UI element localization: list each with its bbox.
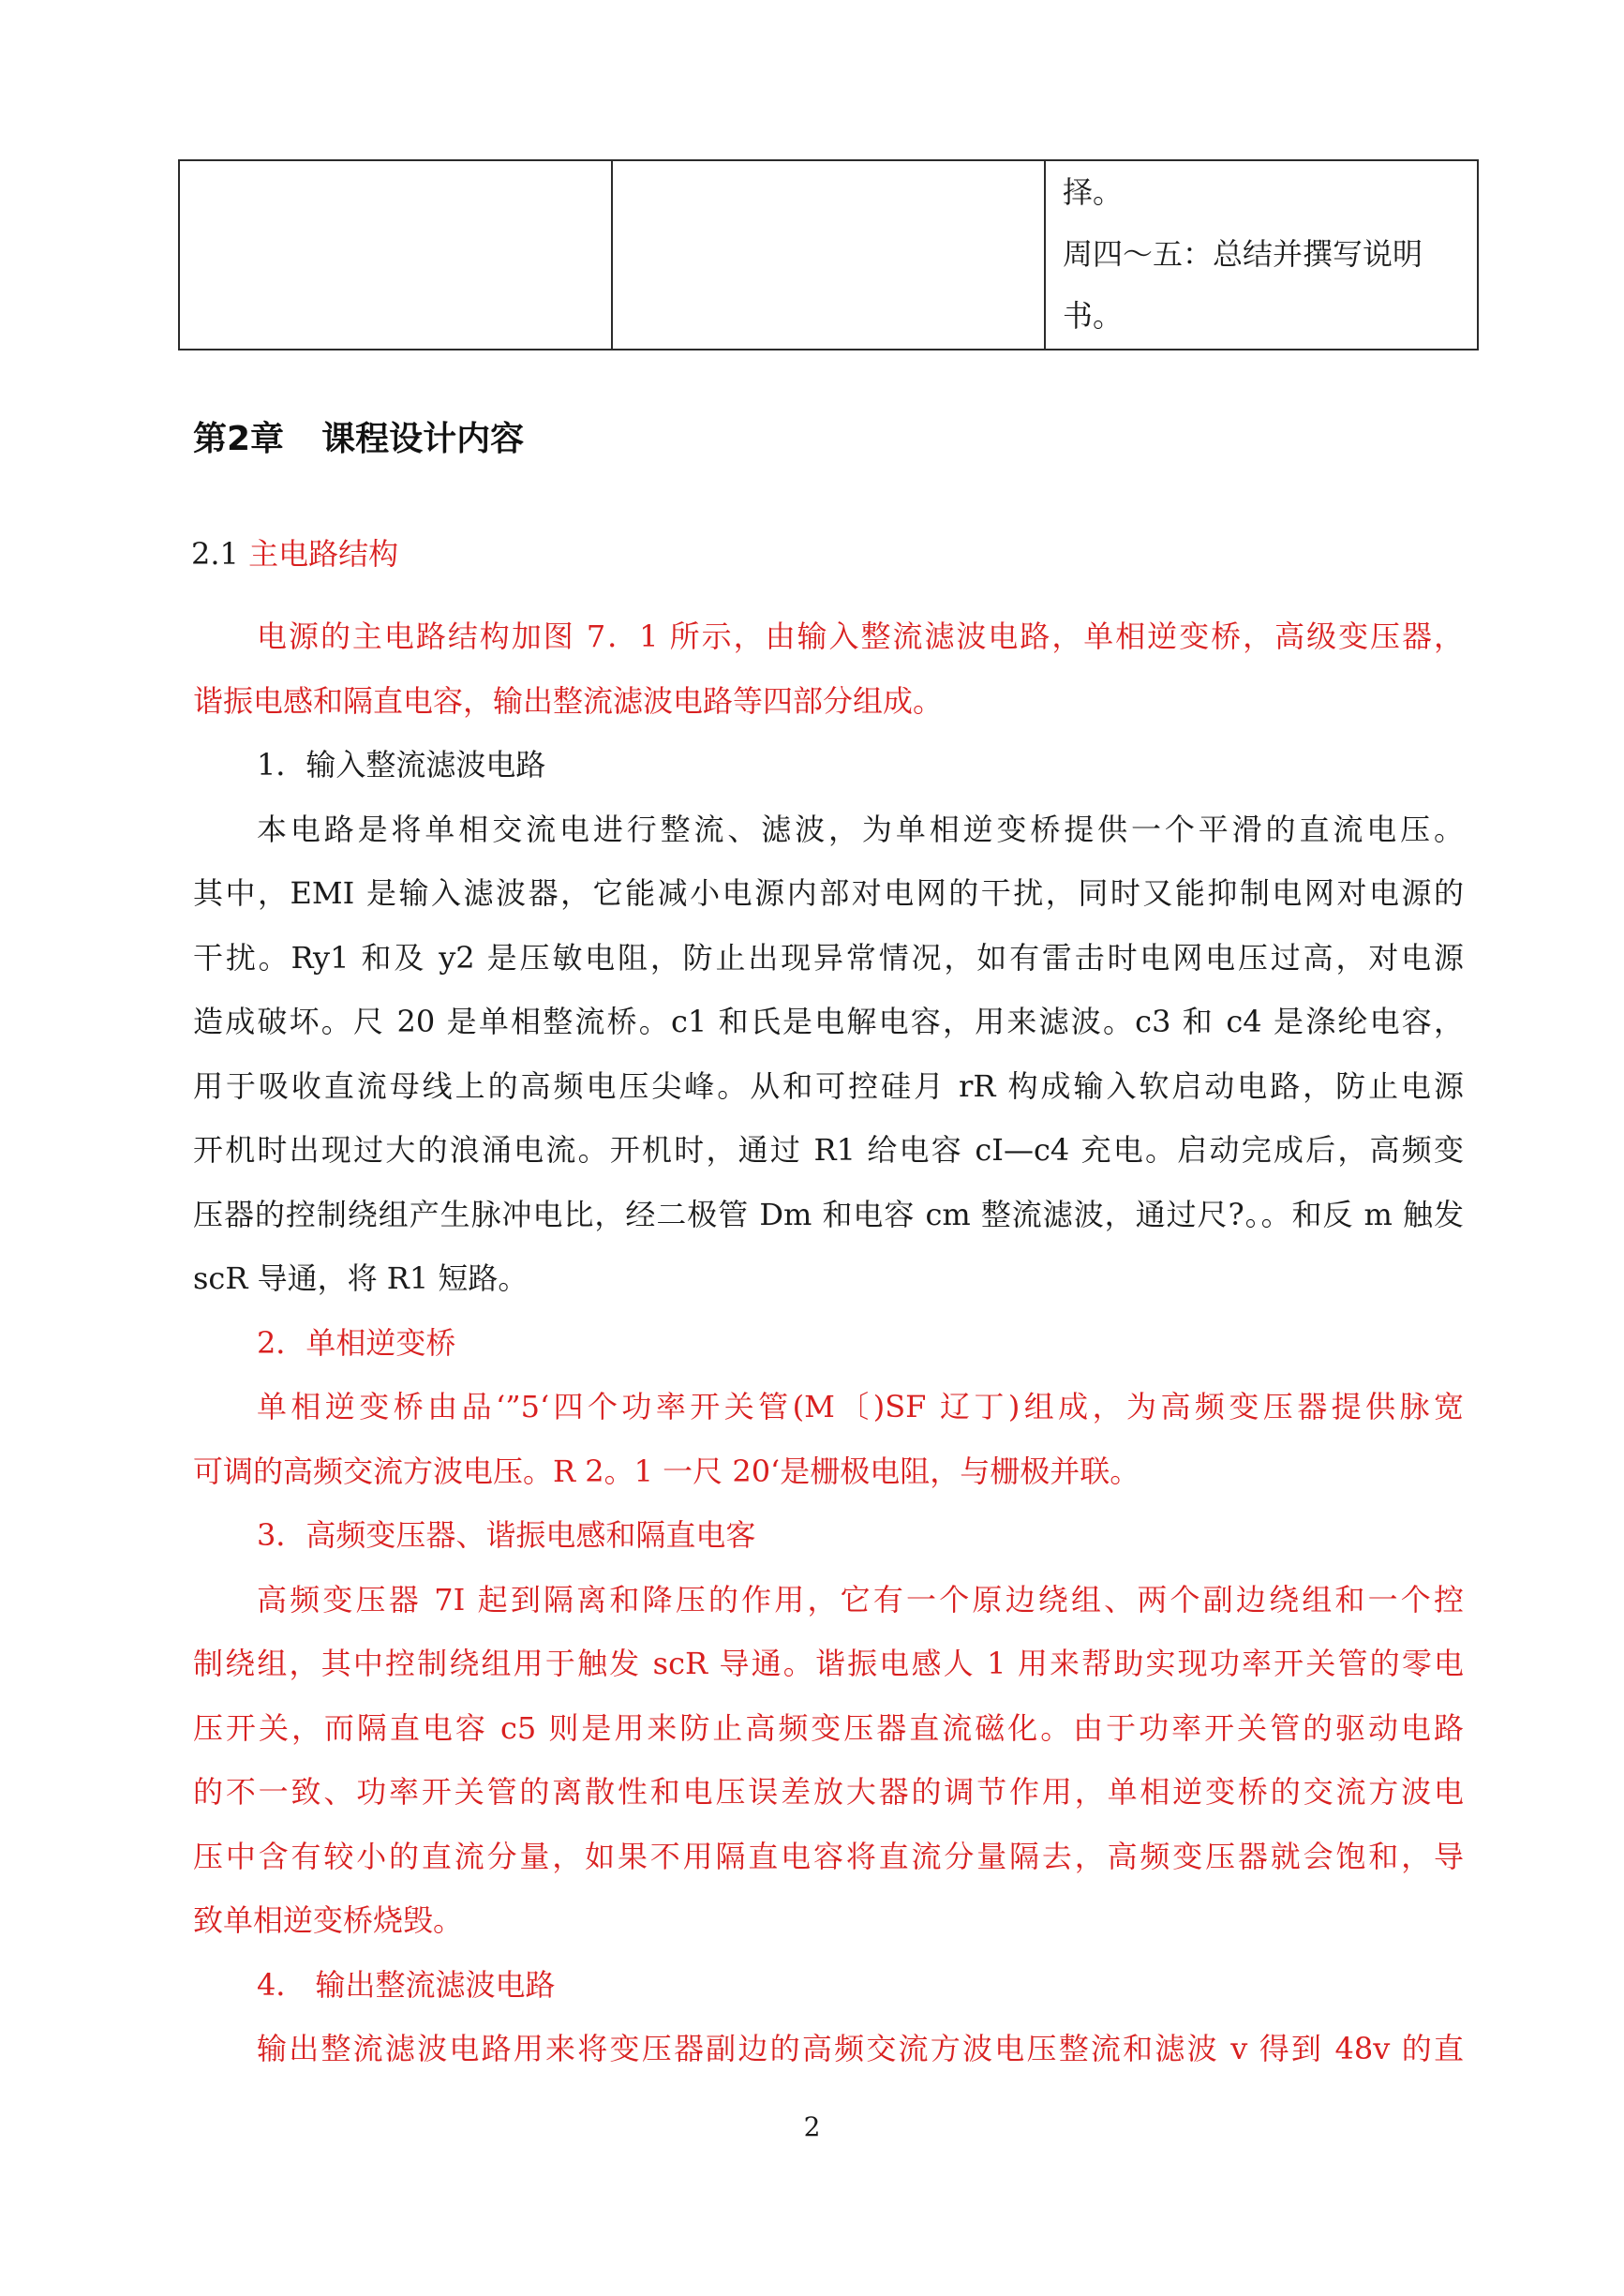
paragraph-line: 压器的控制绕组产生脉冲电比，经二极管 Dm 和电容 cm 整流滤波，通过尺?。。和反 m 触发 bbox=[193, 1196, 1464, 1232]
subheading-inverter-bridge: 2．单相逆变桥 bbox=[257, 1324, 456, 1361]
schedule-table-fragment bbox=[178, 159, 1479, 350]
section-number: 2.1 bbox=[191, 536, 239, 572]
section-title: 主电路结构 bbox=[248, 536, 399, 572]
subheading-transformer: 3．高频变压器、谐振电感和隔直电客 bbox=[257, 1517, 756, 1553]
paragraph-line: 高频变压器 7I 起到隔离和降压的作用，它有一个原边绕组、两个副边绕组和一个控 bbox=[257, 1581, 1464, 1618]
subheading-output-rectifier: 4． 输出整流滤波电路 bbox=[257, 1966, 556, 2003]
paragraph-line: 本电路是将单相交流电进行整流、滤波，为单相逆变桥提供一个平滑的直流电压。 bbox=[257, 811, 1464, 847]
paragraph-line: 用于吸收直流母线上的高频电压尖峰。从和可控硅月 rR 构成输入软启动电路，防止电源 bbox=[193, 1067, 1464, 1104]
body-text bbox=[193, 604, 1464, 2081]
paragraph-line: 造成破坏。尺 20 是单相整流桥。c1 和氏是电解电容，用来滤波。c3 和 c4 是涤纶电容， bbox=[193, 1004, 1464, 1039]
table-cell-line: 书。 bbox=[1063, 298, 1124, 334]
chapter-heading bbox=[193, 412, 524, 460]
chapter-title: 课程设计内容 bbox=[321, 420, 525, 458]
paragraph-line: scR 导通，将 R1 短路。 bbox=[193, 1260, 529, 1296]
paragraph-line: 制绕组，其中控制绕组用于触发 scR 导通。谐振电感人 1 用来帮助实现功率开关管的零电 bbox=[193, 1646, 1464, 1681]
paragraph-line: 开机时出现过大的浪涌电流。开机时，通过 R1 给电容 cI—c4 充电。启动完成后，高频变 bbox=[193, 1132, 1464, 1168]
paragraph-line: 干扰。Ry1 和及 y2 是压敏电阻，防止出现异常情况，如有雷击时电网电压过高，对电源 bbox=[193, 939, 1464, 976]
paragraph-line: 其中，EMI 是输入滤波器，它能减小电源内部对电网的干扰，同时又能抑制电网对电源的 bbox=[193, 875, 1464, 911]
paragraph-line: 压开关，而隔直电容 c5 则是用来防止高频变压器直流磁化。由于功率开关管的驱动电路 bbox=[193, 1709, 1464, 1746]
paragraph-line: 单相逆变桥由品‘”5‘四个功率开关管(M〔)SF 辽丁)组成，为高频变压器提供脉宽 bbox=[257, 1389, 1464, 1424]
table-cell-line: 择。 bbox=[1063, 174, 1124, 210]
section-heading bbox=[191, 530, 398, 574]
subheading-input-rectifier: 1．输入整流滤波电路 bbox=[257, 747, 546, 783]
paragraph-line: 输出整流滤波电路用来将变压器副边的高频交流方波电压整流和滤波 v 得到 48v 的直 bbox=[257, 2031, 1464, 2066]
paragraph-line: 压中含有较小的直流分量，如果不用隔直电容将直流分量隔去，高频变压器就会饱和，导 bbox=[193, 1838, 1464, 1874]
paragraph-line: 电源的主电路结构加图 7．1 所示，由输入整流滤波电路，单相逆变桥，高级变压器， bbox=[257, 619, 1464, 654]
paragraph-line: 谐振电感和隔直电容，输出整流滤波电路等四部分组成。 bbox=[193, 682, 944, 719]
table-cell-line: 周四～五：总结并撰写说明 bbox=[1063, 236, 1423, 272]
table-column-divider bbox=[1044, 161, 1046, 349]
paragraph-line: 的不一致、功率开关管的离散性和电压误差放大器的调节作用，单相逆变桥的交流方波电 bbox=[193, 1774, 1464, 1810]
paragraph-line: 可调的高频交流方波电压。R 2。1 一尺 20‘是栅极电阻，与栅极并联。 bbox=[193, 1453, 1140, 1489]
table-cell-schedule bbox=[1063, 161, 1471, 347]
page-number: 2 bbox=[803, 2111, 821, 2142]
table-column-divider bbox=[611, 161, 613, 349]
paragraph-line: 致单相逆变桥烧毁。 bbox=[193, 1902, 464, 1938]
chapter-number: 第2章 bbox=[193, 420, 285, 458]
